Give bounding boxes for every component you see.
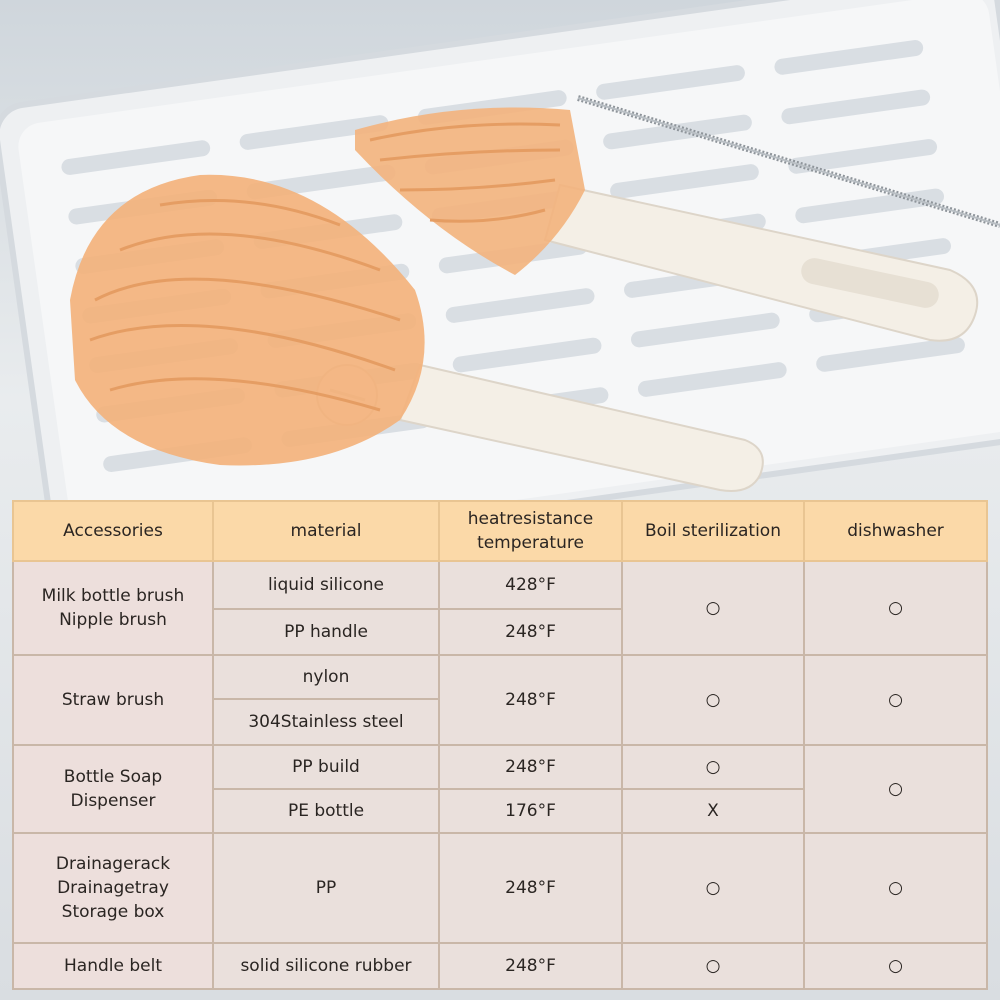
dishwasher-mark: ○ xyxy=(804,833,987,943)
table-row xyxy=(13,655,987,699)
header-material: material xyxy=(213,501,439,561)
temperature-cell: 248°F xyxy=(439,609,622,655)
accessory-straw-brush: Straw brush xyxy=(13,655,213,745)
spec-table xyxy=(12,500,988,990)
material-cell: PP build xyxy=(213,745,439,789)
boil-mark-x: X xyxy=(622,789,804,833)
material-cell: PP handle xyxy=(213,609,439,655)
material-cell: liquid silicone xyxy=(213,561,439,609)
material-cell: PP xyxy=(213,833,439,943)
boil-mark: ○ xyxy=(622,655,804,745)
header-boil-sterilization: Boil sterilization xyxy=(622,501,804,561)
temperature-cell: 248°F xyxy=(439,943,622,989)
accessory-soap-dispenser: Bottle Soap Dispenser xyxy=(13,745,213,833)
table-row xyxy=(13,745,987,789)
header-temperature: heatresistance temperature xyxy=(439,501,622,561)
table-row xyxy=(13,833,987,943)
dishwasher-mark: ○ xyxy=(804,561,987,655)
temperature-cell: 176°F xyxy=(439,789,622,833)
dishwasher-mark: ○ xyxy=(804,655,987,745)
table-row xyxy=(13,561,987,609)
boil-mark: ○ xyxy=(622,833,804,943)
temperature-cell: 248°F xyxy=(439,655,622,745)
dishwasher-mark: ○ xyxy=(804,745,987,833)
accessory-handle-belt: Handle belt xyxy=(13,943,213,989)
boil-mark: ○ xyxy=(622,745,804,789)
material-cell: nylon xyxy=(213,655,439,699)
table-header-row xyxy=(13,501,987,561)
temperature-cell: 248°F xyxy=(439,833,622,943)
table-row xyxy=(13,943,987,989)
temperature-cell: 428°F xyxy=(439,561,622,609)
boil-mark: ○ xyxy=(622,561,804,655)
material-cell: PE bottle xyxy=(213,789,439,833)
accessory-milk-brush: Milk bottle brush Nipple brush xyxy=(13,561,213,655)
dishwasher-mark: ○ xyxy=(804,943,987,989)
material-cell: 304Stainless steel xyxy=(213,699,439,745)
material-cell: solid silicone rubber xyxy=(213,943,439,989)
header-accessories: Accessories xyxy=(13,501,213,561)
temperature-cell: 248°F xyxy=(439,745,622,789)
accessory-drainage: Drainagerack Drainagetray Storage box xyxy=(13,833,213,943)
header-dishwasher: dishwasher xyxy=(804,501,987,561)
boil-mark: ○ xyxy=(622,943,804,989)
